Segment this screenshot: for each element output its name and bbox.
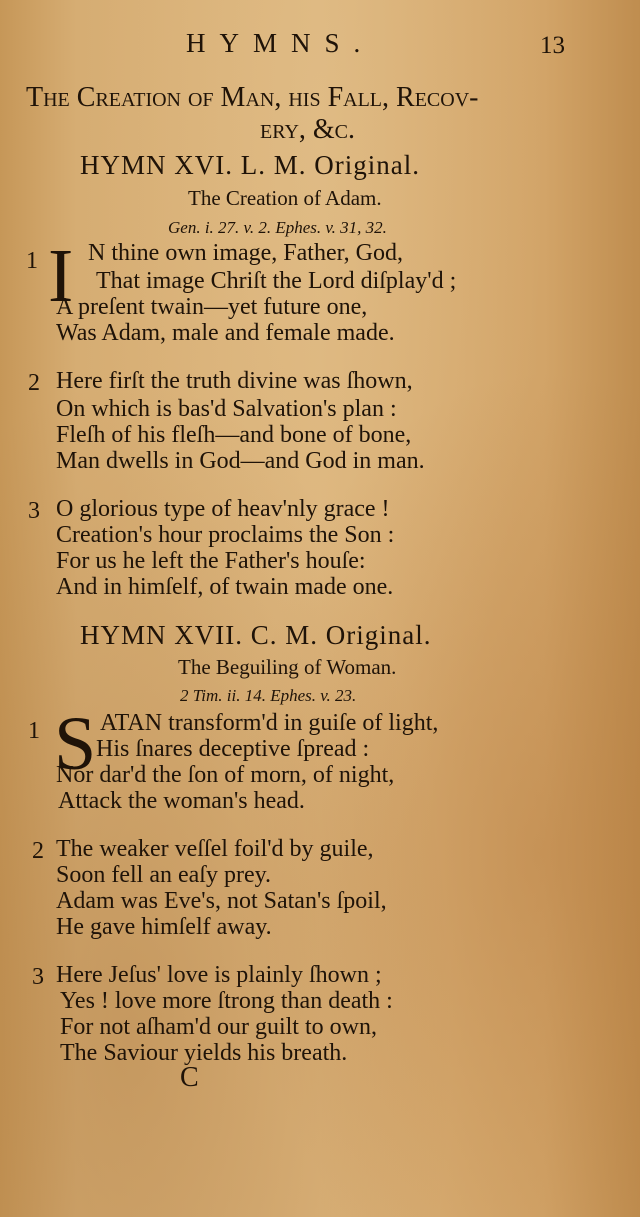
verse-line: The weaker veſſel foil'd by guile, — [56, 836, 374, 862]
hymn-header: HYMN XVII. C. M. Original. — [80, 620, 432, 650]
verse-line: That image Chriſt the Lord diſplay'd ; — [96, 268, 457, 294]
verse-line: And in himſelf, of twain made one. — [56, 574, 394, 600]
scripture-reference: Gen. i. 27. v. 2. Ephes. v. 31, 32. — [168, 218, 387, 237]
hymn-subtitle: The Creation of Adam. — [188, 186, 382, 210]
verse-line: On which is bas'd Salvation's plan : — [56, 396, 397, 422]
verse-line: His ſnares deceptive ſpread : — [96, 736, 370, 762]
verse-line: For not aſham'd our guilt to own, — [60, 1014, 377, 1040]
verse-line: O glorious type of heav'nly grace ! — [56, 496, 390, 522]
running-head: HYMNS. — [186, 28, 375, 58]
verse-line: N thine own image, Father, God, — [88, 240, 403, 266]
page-number: 13 — [540, 32, 565, 59]
verse-line: Attack the woman's head. — [58, 788, 305, 814]
verse-line: Here Jeſus' love is plainly ſhown ; — [56, 962, 382, 988]
verse-line: ATAN transform'd in guiſe of light, — [100, 710, 439, 736]
stanza-number: 2 — [28, 370, 40, 396]
signature-mark: C — [180, 1062, 199, 1093]
verse-line: He gave himſelf away. — [56, 914, 272, 940]
stanza-number: 3 — [28, 498, 40, 524]
verse-line: A preſent twain—yet future one, — [56, 294, 368, 320]
drop-cap: I — [48, 234, 74, 318]
stanza-number: 2 — [32, 838, 44, 864]
verse-line: Man dwells in God—and God in man. — [56, 448, 425, 474]
verse-line: Soon fell an eaſy prey. — [56, 862, 272, 888]
verse-line: Creation's hour proclaims the Son : — [56, 522, 395, 548]
verse-line: Yes ! love more ſtrong than death : — [60, 988, 393, 1014]
section-title-line-1: The Creation of Man, his Fall, Recov- — [26, 82, 479, 113]
verse-line: Was Adam, male and female made. — [56, 320, 395, 346]
scripture-reference: 2 Tim. ii. 14. Ephes. v. 23. — [180, 686, 357, 705]
hymn-header: HYMN XVI. L. M. Original. — [80, 150, 420, 180]
section-title-line-2: ery, &c. — [260, 114, 356, 145]
verse-line: Here firſt the truth divine was ſhown, — [56, 368, 413, 394]
verse-line: Nor dar'd the ſon of morn, of night, — [56, 762, 395, 788]
stanza-number: 3 — [32, 964, 44, 990]
verse-line: Fleſh of his fleſh—and bone of bone, — [56, 422, 412, 448]
verse-line: Adam was Eve's, not Satan's ſpoil, — [56, 888, 387, 914]
stanza-number: 1 — [26, 248, 38, 274]
hymn-subtitle: The Beguiling of Woman. — [178, 655, 397, 679]
stanza-number: 1 — [28, 718, 40, 744]
drop-cap: S — [54, 702, 97, 786]
verse-line: For us he left the Father's houſe: — [56, 548, 366, 574]
verse-line: The Saviour yields his breath. — [60, 1040, 348, 1066]
